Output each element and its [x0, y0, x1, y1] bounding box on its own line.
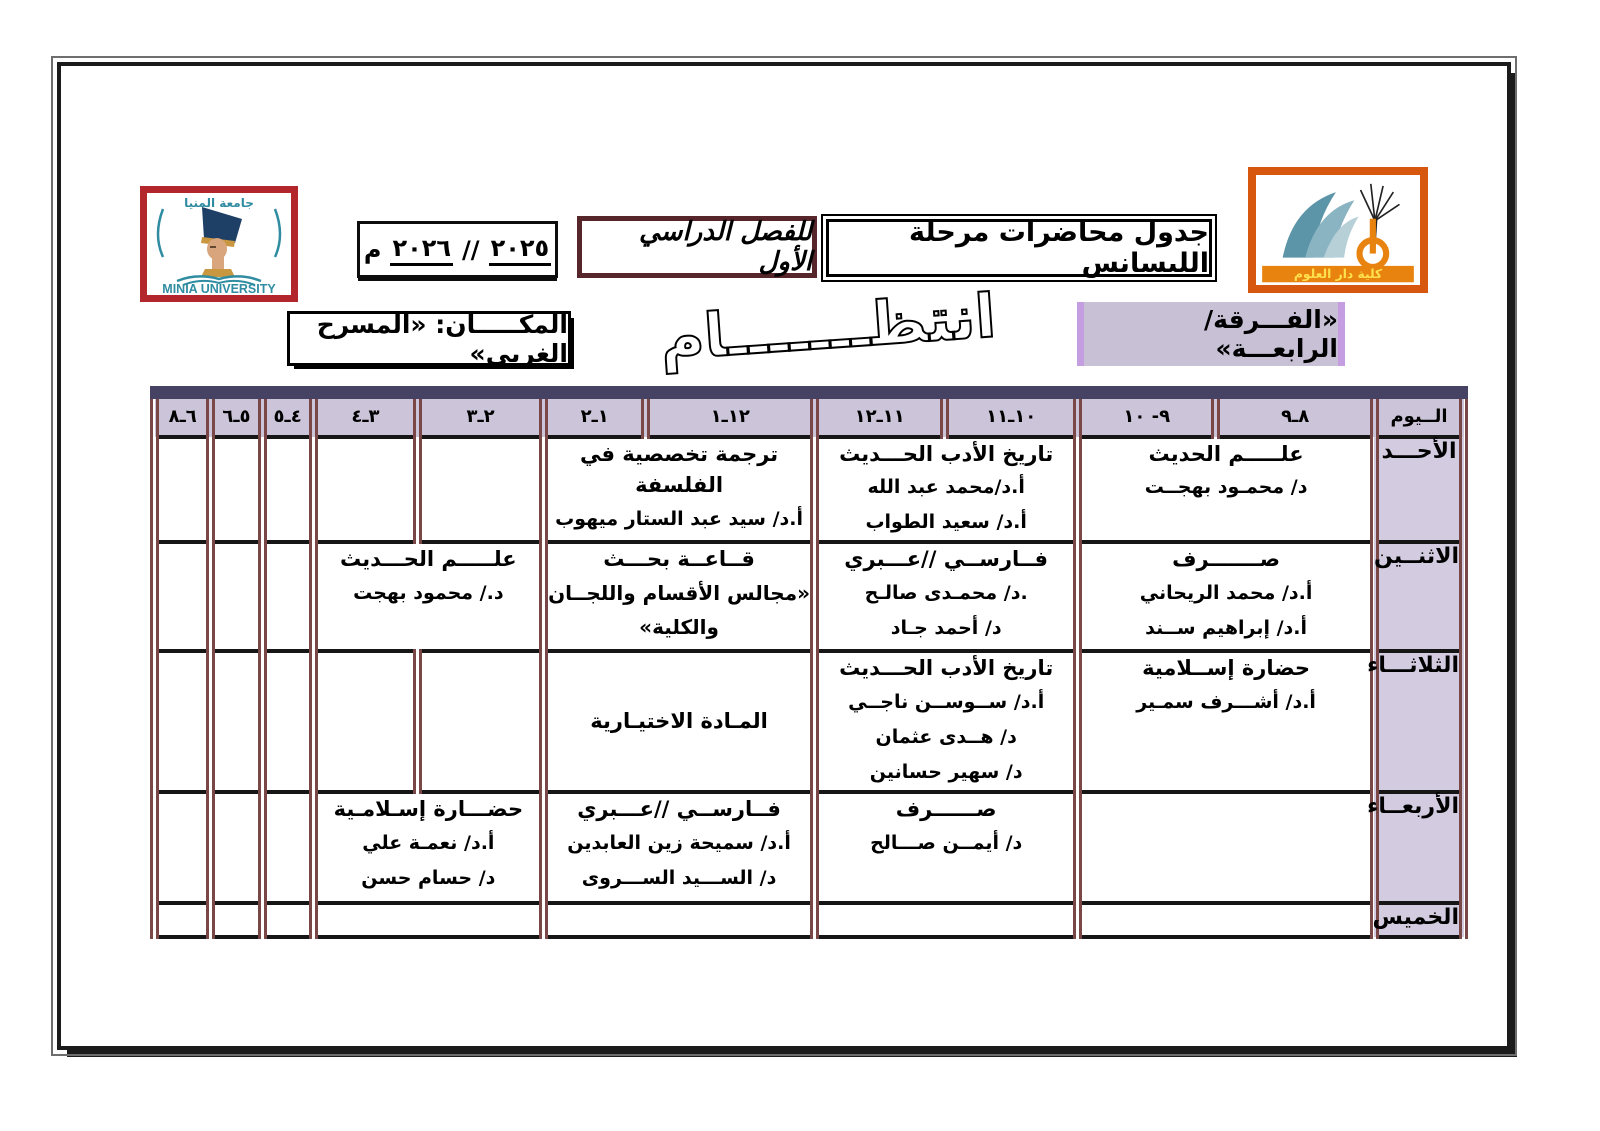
- empty-cell: [155, 542, 211, 651]
- day-label: الخميس: [1374, 903, 1463, 937]
- minia-arabic-name: جامعة المنيا: [184, 196, 254, 210]
- lecturer-name: أ.د/ أشـــرف سمـير: [1136, 690, 1316, 713]
- empty-cell: [155, 651, 211, 792]
- year-to: ٢٠٢٦: [390, 234, 453, 266]
- minia-university-logo: [140, 186, 298, 302]
- time-slot-header: ٩- ١٠: [1078, 393, 1216, 437]
- empty-cell: [211, 542, 262, 651]
- course-cell: [543, 651, 814, 792]
- empty-cell: [155, 437, 211, 543]
- academic-years-box: [357, 221, 558, 278]
- grade-highlight: «الفـــرقة/ الرابعـــة»: [1077, 302, 1345, 366]
- time-slot-header: ١ـ٢: [543, 393, 645, 437]
- empty-cell: [262, 903, 313, 937]
- empty-cell: [313, 903, 543, 937]
- lecturer-name: د/ محمـود بهجــت: [1144, 476, 1308, 498]
- time-slot-header: ١١ـ١٢: [815, 393, 945, 437]
- table-row: [155, 437, 1464, 543]
- lecturer-name: أ.د/ محمد الريحاني: [1139, 581, 1313, 604]
- course-cell: [815, 651, 1078, 792]
- lecturer-name: د/ أحمد جـاد: [890, 616, 1002, 639]
- course-title: ترجمة تخصصية في الفلسفة: [579, 441, 779, 497]
- course-cell: [313, 792, 543, 903]
- course-subtitle: «مجالس الأقسام واللجــان والكلية»: [548, 580, 811, 639]
- course-title: المـادة الاختيـارية: [590, 708, 768, 733]
- course-title: علـــــم الحـــديث: [340, 547, 517, 572]
- lecturer-name: أ.د/ سيد عبد الستار ميهوب: [555, 507, 804, 530]
- course-cell: [815, 437, 1078, 543]
- empty-cell: [262, 437, 313, 543]
- lecturer-name: د/ سهير حسانين: [869, 761, 1023, 784]
- table-row: [155, 903, 1464, 937]
- lecturer-name: د/ الســـيد الســـروى: [581, 866, 777, 889]
- empty-cell: [211, 437, 262, 543]
- day-label: الأحـــد: [1374, 437, 1463, 543]
- table-row: [155, 542, 1464, 651]
- empty-cell: [418, 651, 544, 792]
- course-title: علـــــم الحديث: [1148, 441, 1304, 466]
- course-title: صـــــــرف: [1172, 547, 1281, 572]
- lecturer-name: .د/ محمـدى صالـح: [864, 581, 1028, 604]
- course-cell: [1078, 437, 1375, 543]
- day-label: الأربعــاء: [1374, 792, 1463, 903]
- semester-box: للفصل الدراسي الأول: [577, 216, 817, 278]
- time-slot-header: ١٠ـ١١: [945, 393, 1078, 437]
- course-cell: [815, 792, 1078, 903]
- lecturer-name: أ.د/ سميحة زين العابدين: [567, 831, 791, 854]
- empty-cell: [418, 437, 544, 543]
- empty-cell: [1078, 792, 1375, 903]
- minia-university-emblem: [147, 193, 291, 295]
- time-slot-header: ٢ـ٣: [418, 393, 544, 437]
- place-box: المكـــــان: «المسرح الغربي»: [287, 311, 571, 366]
- course-cell: [1078, 542, 1375, 651]
- empty-cell: [815, 903, 1078, 937]
- time-slot-header: ٣ـ٤: [313, 393, 417, 437]
- empty-cell: [313, 651, 417, 792]
- time-slot-header: ١٢ـ١: [646, 393, 815, 437]
- course-cell: [543, 437, 814, 543]
- lecturer-name: أ.د/ سعيد الطواب: [865, 511, 1027, 534]
- table-row: [155, 651, 1464, 792]
- year-from: ٢٠٢٥: [489, 234, 552, 266]
- course-title: صــــــرف: [895, 797, 997, 822]
- empty-cell: [543, 903, 814, 937]
- time-slot-header: ٦ـ٨: [155, 393, 211, 437]
- course-cell: [815, 542, 1078, 651]
- course-title: تاريخ الأدب الحـــديث: [839, 441, 1054, 466]
- dar-aluloom-faculty-logo: [1248, 167, 1428, 293]
- time-slot-header: ٨ـ٩: [1216, 393, 1375, 437]
- course-cell: [1078, 651, 1375, 792]
- faculty-name: كلية دار العلوم: [1293, 267, 1383, 282]
- attendance-mode-text: انتظـــــــام: [657, 281, 999, 375]
- dar-aluloom-emblem: [1256, 175, 1420, 285]
- empty-cell: [155, 903, 211, 937]
- day-label: الاثنــين: [1374, 542, 1463, 651]
- minia-latin-name: MINIA UNIVERSITY: [162, 282, 276, 295]
- empty-cell: [211, 792, 262, 903]
- time-slot-header: ٤ـ٥: [262, 393, 313, 437]
- empty-cell: [155, 792, 211, 903]
- course-cell: [543, 792, 814, 903]
- lecturer-name: أ.د/ إبراهيم ســند: [1145, 616, 1308, 639]
- course-title: حضـــارة إسـلامـية: [333, 797, 524, 822]
- table-row: [155, 792, 1464, 903]
- empty-cell: [211, 903, 262, 937]
- empty-cell: [262, 792, 313, 903]
- timetable: [150, 386, 1468, 939]
- empty-cell: [262, 542, 313, 651]
- lecturer-name: د/ هــدى عثمان: [875, 725, 1017, 748]
- course-cell: [313, 542, 543, 651]
- page-title: جدول محاضرات مرحلة الليسانس: [826, 219, 1212, 277]
- course-title: قــاعــة بحـــث: [603, 547, 755, 572]
- empty-cell: [262, 651, 313, 792]
- lecturer-name: أ.د/محمد عبد الله: [867, 476, 1025, 498]
- lecturer-name: د/ حسام حسن: [361, 866, 496, 889]
- lecturer-name: أ.د/ نعمـة علي: [362, 831, 495, 854]
- day-column-header: الــيوم: [1374, 393, 1463, 437]
- time-slot-header: ٥ـ٦: [211, 393, 262, 437]
- course-title: تاريخ الأدب الحـــديث: [839, 656, 1054, 681]
- lecturer-name: د./ محمود بهجت: [353, 581, 504, 604]
- years-separator: //: [462, 235, 480, 264]
- empty-cell: [1078, 903, 1375, 937]
- lecturer-name: أ.د/ ســوســن ناجــي: [848, 690, 1045, 713]
- course-title: حضارة إســلامية: [1142, 656, 1311, 681]
- course-title: فــارســي //عـــبري: [577, 797, 781, 822]
- empty-cell: [211, 651, 262, 792]
- era-letter: م: [363, 235, 382, 264]
- day-label: الثلاثـــاء: [1374, 651, 1463, 792]
- lecturer-name: د/ أيمــن صـــالح: [870, 831, 1023, 854]
- course-title: فــارســي //عـــبري: [844, 547, 1049, 572]
- empty-cell: [313, 437, 417, 543]
- course-cell: [543, 542, 814, 651]
